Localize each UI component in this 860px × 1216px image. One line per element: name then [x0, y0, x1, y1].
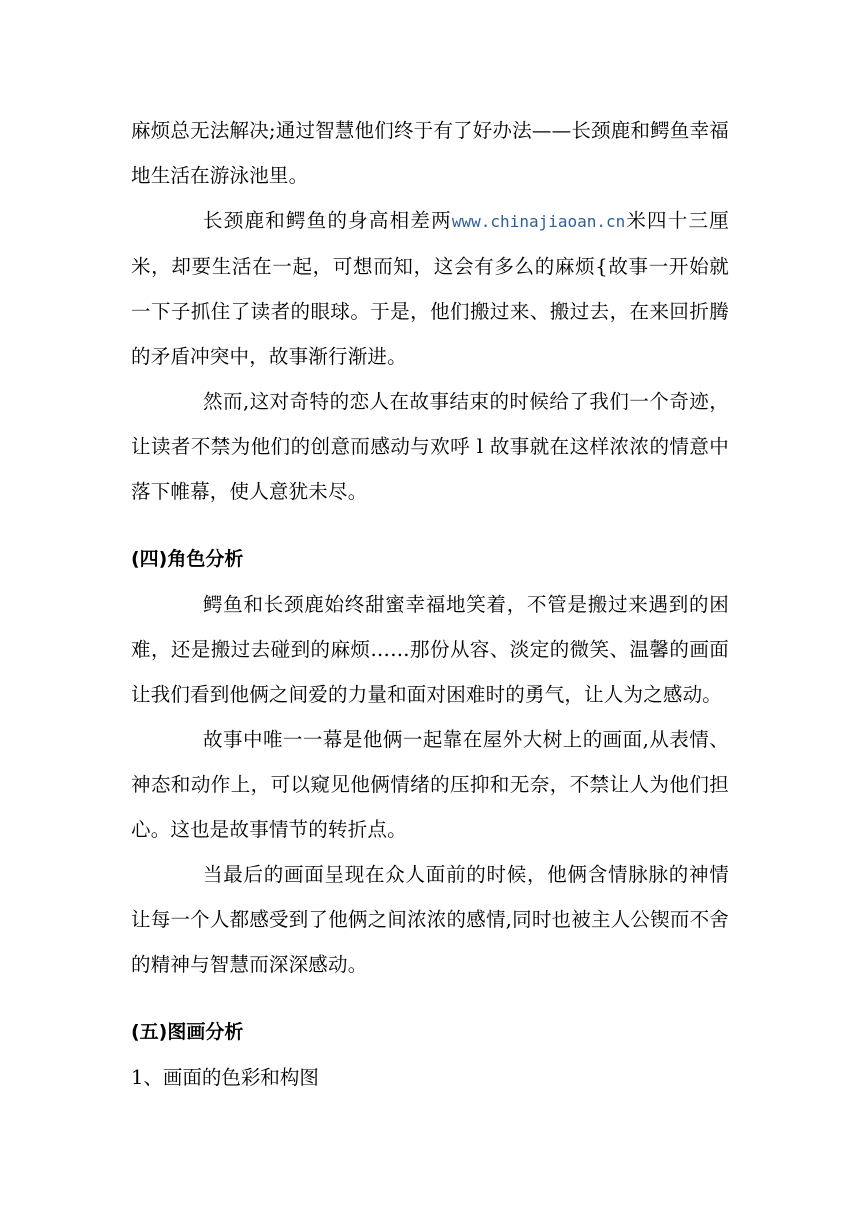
document-body — [131, 108, 729, 1100]
website-link[interactable]: www.chinajiaoan.cn — [451, 212, 626, 231]
paragraph-final-scene — [131, 852, 729, 987]
paragraph-characters-smile — [131, 582, 729, 717]
paragraph-text: 长颈鹿和鳄鱼的身高相差两 — [203, 209, 452, 232]
paragraph-height-difference — [131, 198, 729, 379]
section-heading-character-analysis: (四)角色分析 — [131, 548, 244, 570]
paragraph-text: 然而,这对奇特的恋人在故事结束的时候给了我们一个奇迹，让读者不禁为他们的创意而感动与欢呼 l 故事就在这样浓浓的情意中落下帷幕，使人意犹未尽。 — [131, 390, 729, 503]
section-heading-illustration-analysis: (五)图画分析 — [131, 1021, 244, 1043]
paragraph-turning-point — [131, 717, 729, 852]
paragraph-text: 故事中唯一一幕是他俩一起靠在屋外大树上的画面,从表情、神态和动作上，可以窥见他俩情绪的压抑和无奈，不禁让人为他们担心。这也是故事情节的转折点。 — [131, 728, 729, 841]
paragraph-text: 麻烦总无法解决;通过智慧他们终于有了好办法——长颈鹿和鳄鱼幸福地生活在游泳池里。 — [131, 119, 729, 187]
paragraph-text: 鳄鱼和长颈鹿始终甜蜜幸福地笑着，不管是搬过来遇到的困难，还是搬过去碰到的麻烦……那份从容、淡定的微笑、温馨的画面让我们看到他俩之间爱的力量和面对困难时的勇气，让人为之感动。 — [131, 593, 729, 706]
paragraph-text: 米四十三厘米，却要生活在一起，可想而知，这会有多么的麻烦{故事一开始就一下子抓住了读者的眼球。于是，他们搬过来、搬过去，在来回折腾的矛盾冲突中，故事渐行渐进。 — [131, 209, 729, 368]
paragraph-text: 当最后的画面呈现在众人面前的时候，他俩含情脉脉的神情让每一个人都感受到了他俩之间浓浓的感情,同时也被主人公锲而不舍的精神与智慧而深深感动。 — [131, 863, 729, 976]
list-item-color-composition: 1、画面的色彩和构图 — [131, 1066, 319, 1089]
paragraph-summary-end — [131, 108, 729, 198]
paragraph-ending — [131, 379, 729, 514]
